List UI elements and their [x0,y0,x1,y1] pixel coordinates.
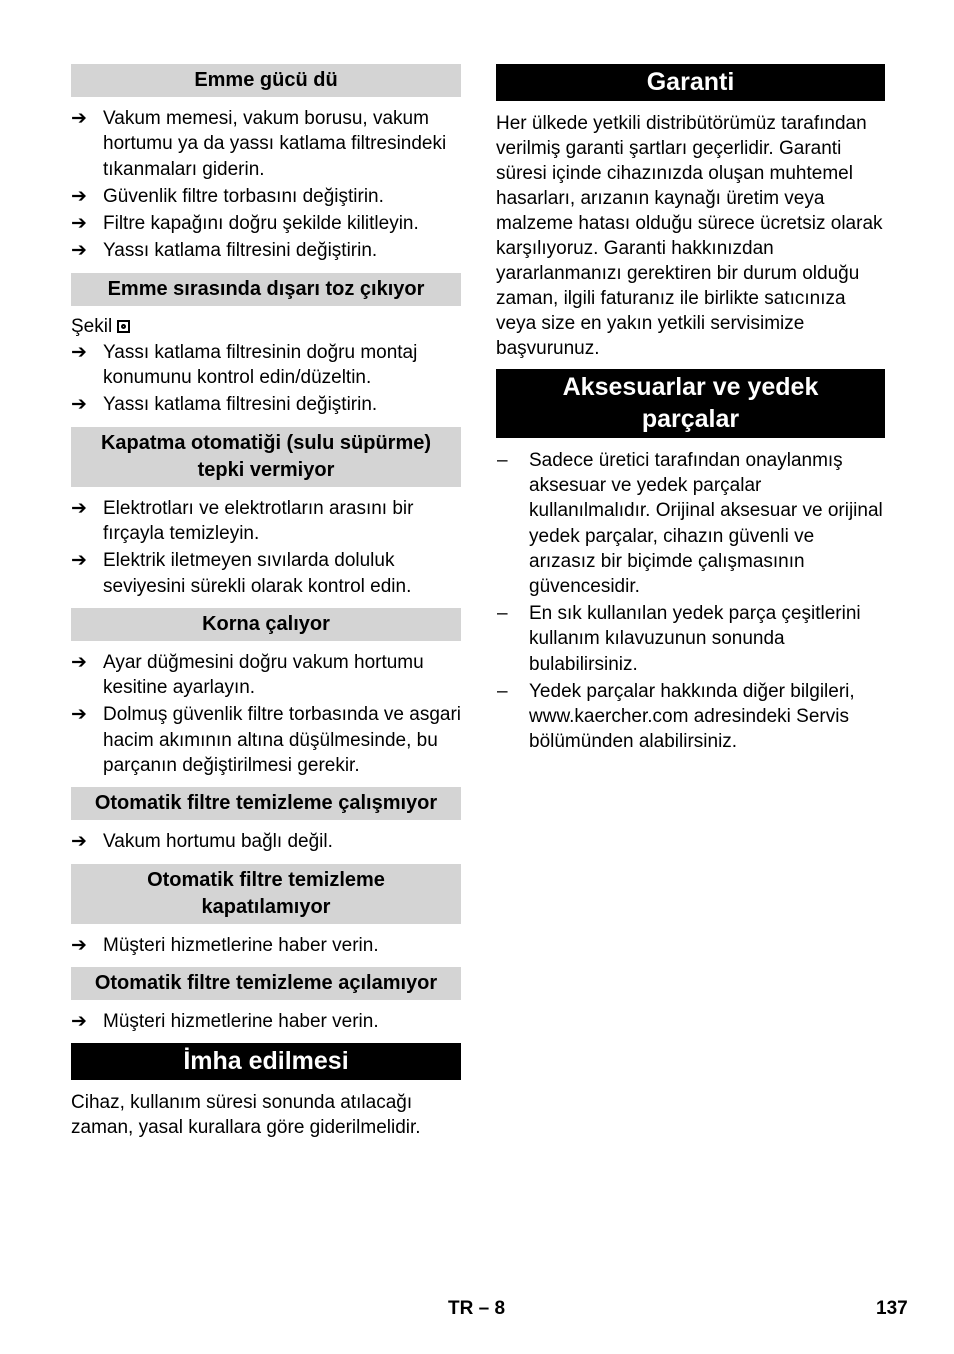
dash-bullet: – [497,680,508,702]
step-list [71,829,461,854]
magnifier-icon [117,320,130,333]
arrow-right-icon: ➔ [71,1010,87,1032]
step-item: ➔ Müşteri hizmetlerine haber verin. [71,934,379,956]
step-item: ➔ Müşteri hizmetlerine haber verin. [71,1010,379,1032]
step-item: ➔ Yassı katlama filtresini değiştirin. [71,394,378,416]
dash-bullet: – [497,450,508,471]
arrow-right-icon: ➔ [71,704,87,726]
disposal-paragraph: Cihaz, kullanım süresi sonunda atılacağı zaman, yasal kurallara göre giderilmelidir. [71,1092,421,1139]
step-item: ➔ Elektrotları ve elektrotların arasını bir fırçayla temizleyin. [71,497,414,544]
step-item: ➔ Ayar düğmesini doğru vakum hortumu kesitine ayarlayın. [71,651,424,699]
step-item: ➔ Yassı katlama filtresinin doğru montaj konumunu kontrol edin/düzeltin. [71,341,418,389]
section-heading-horn: Korna çalıyor [71,608,461,641]
step-list [71,933,461,958]
step-item: ➔ Güvenlik filtre torbasını değiştirin. [71,185,384,207]
step-list [71,1009,461,1034]
arrow-right-icon: ➔ [71,240,87,262]
arrow-right-icon: ➔ [71,934,87,956]
section-heading-suction-power: Emme gücü dü [71,64,461,97]
arrow-right-icon: ➔ [71,831,87,853]
figure-reference: Şekil [71,314,461,339]
arrow-right-icon: ➔ [71,185,87,207]
arrow-right-icon: ➔ [71,213,87,235]
dash-bullet: – [497,603,508,625]
right-column [496,64,885,756]
step-item: ➔ Filtre kapağını doğru şekilde kilitleyin. [71,213,419,235]
step-item: ➔ Elektrik iletmeyen sıvılarda doluluk seviyesini sürekli olarak kontrol edin. [71,550,412,597]
step-item: ➔ Yassı katlama filtresini değiştirin. [71,240,378,262]
step-list [71,340,461,418]
section-heading-auto-shutoff: Kapatma otomatiği (sulu süpürme) tepki vermiyor [71,427,461,487]
section-heading-accessories: Aksesuarlar ve yedek parçalar [496,369,885,438]
arrow-right-icon: ➔ [71,394,87,416]
arrow-right-icon: ➔ [71,497,87,519]
step-item: ➔ Vakum memesi, vakum borusu, vakum hortumu ya da yassı katlama filtresindeki tıkanmaları giderin. [71,108,447,180]
arrow-right-icon: ➔ [71,550,87,572]
arrow-right-icon: ➔ [71,651,87,673]
list-item: – Yedek parçalar hakkında diğer bilgileri, www.kaercher.com adresindeki Servis bölümünden alabilirsiniz. [497,680,855,753]
section-heading-warranty: Garanti [496,64,885,101]
section-heading-disposal: İmha edilmesi [71,1043,461,1080]
section-heading-filter-cannot-start: Otomatik filtre temizleme açılamıyor [71,967,461,1000]
step-list [71,650,461,778]
step-list [71,106,461,264]
left-column [71,64,461,1148]
section-heading-dust-escape: Emme sırasında dışarı toz çıkıyor [71,273,461,306]
step-item: ➔ Vakum hortumu bağlı değil. [71,831,333,853]
accessories-list [496,448,885,754]
footer-section-label: TR – 8 [448,1298,506,1319]
warranty-paragraph: Her ülkede yetkili distribütörümüz tarafından verilmiş garanti şartları geçerlidir. Garanti süresi içinde cihazınızda oluşan muhtemel hasarları, arızanın kaynağı üretim veya malzeme hatası olduğu sürece ücretsiz olarak karşılıyoruz. Garanti hakkınızdan yararlanmanızı gerektiren bir durum olduğu zaman, ilgili faturanız ile birlikte satıcınıza veya size en yakın yetkili servisimize başvurunuz. [496,113,883,359]
section-heading-filter-not-working: Otomatik filtre temizleme çalışmıyor [71,787,461,820]
page-number: 137 [876,1298,908,1319]
section-heading-filter-cannot-stop: Otomatik filtre temizleme kapatılamıyor [71,864,461,924]
list-item: – En sık kullanılan yedek parça çeşitlerini kullanım kılavuzunun sonunda bulabilirsiniz. [497,603,861,675]
step-list [71,496,461,599]
arrow-right-icon: ➔ [71,108,87,129]
step-item: ➔ Dolmuş güvenlik filtre torbasında ve asgari hacim akımının altına düşülmesinde, bu parçanın değiştirilmesi gerekir. [71,704,462,777]
list-item: – Sadece üretici tarafından onaylanmış aksesuar ve yedek parçalar kullanılmalıdır. Orijinal aksesuar ve orijinal yedek parçalar, cihazın güvenli ve arızasız bir biçimde çalışmasının güvencesidir. [497,450,883,598]
arrow-right-icon: ➔ [71,341,87,363]
